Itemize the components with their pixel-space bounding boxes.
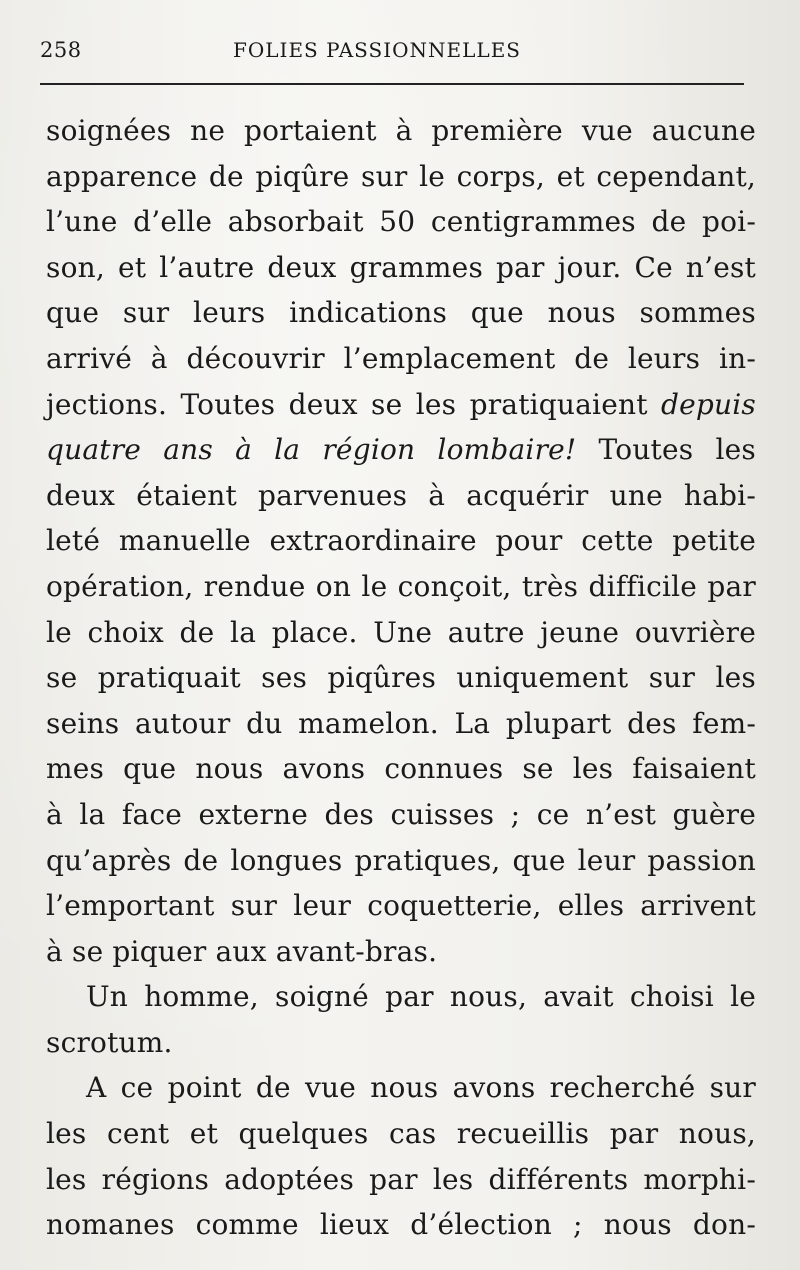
text-line: à la face externe des cuisses ; ce n’est guère [46,797,756,831]
italic-text: quatre ans à la région lombaire! [46,433,577,467]
header-rule [40,83,744,85]
text-line: l’emportant sur leur coquetterie, elles arrivent [46,889,756,923]
text-line: qu’après de longues pratiques, que leur passion [46,843,756,877]
text-line: les cent et quelques cas recueillis par nous, [46,1117,756,1151]
italic-text: depuis [661,387,756,421]
text-line: mes que nous avons connues se les faisaient [46,752,756,786]
running-title: FOLIES PASSIONNELLES [233,38,521,62]
body-text [46,108,756,1248]
text-line: son, et l’autre deux grammes par jour. Ce n’est [46,250,756,284]
text-line: A ce point de vue nous avons recherché sur [86,1071,756,1105]
text-line: le choix de la place. Une autre jeune ouvrière [46,615,756,649]
running-head [0,38,800,68]
text-line: l’une d’elle absorbait 50 centigrammes de poi- [46,205,756,239]
text-line: que sur leurs indications que nous sommes [46,296,756,330]
text-line: scrotum. [46,1025,173,1059]
text-run: jections. Toutes deux se les pratiquaient [46,387,662,421]
text-line: à se piquer aux avant-bras. [46,934,438,968]
text-line [46,382,756,428]
text-line: arrivé à découvrir l’emplacement de leurs in- [46,341,756,375]
text-line: se pratiquait ses piqûres uniquement sur les [46,661,756,695]
text-line: soignées ne portaient à première vue aucune [46,114,756,147]
text-line: leté manuelle extraordinaire pour cette petite [46,524,756,558]
text-line: deux étaient parvenues à acquérir une habi- [46,478,756,512]
text-line [46,427,756,473]
text-line: nomanes comme lieux d’élection ; nous don- [46,1208,756,1242]
text-run: Toutes les [576,433,756,467]
text-line: apparence de piqûre sur le corps, et cependant, [46,159,756,193]
text-line: les régions adoptées par les différents morphi- [46,1162,756,1196]
text-line: seins autour du mamelon. La plupart des fem- [46,706,756,740]
text-line: opération, rendue on le conçoit, très difficile par [46,569,756,603]
text-line: Un homme, soigné par nous, avait choisi le [86,980,756,1014]
page-number: 258 [40,38,82,62]
